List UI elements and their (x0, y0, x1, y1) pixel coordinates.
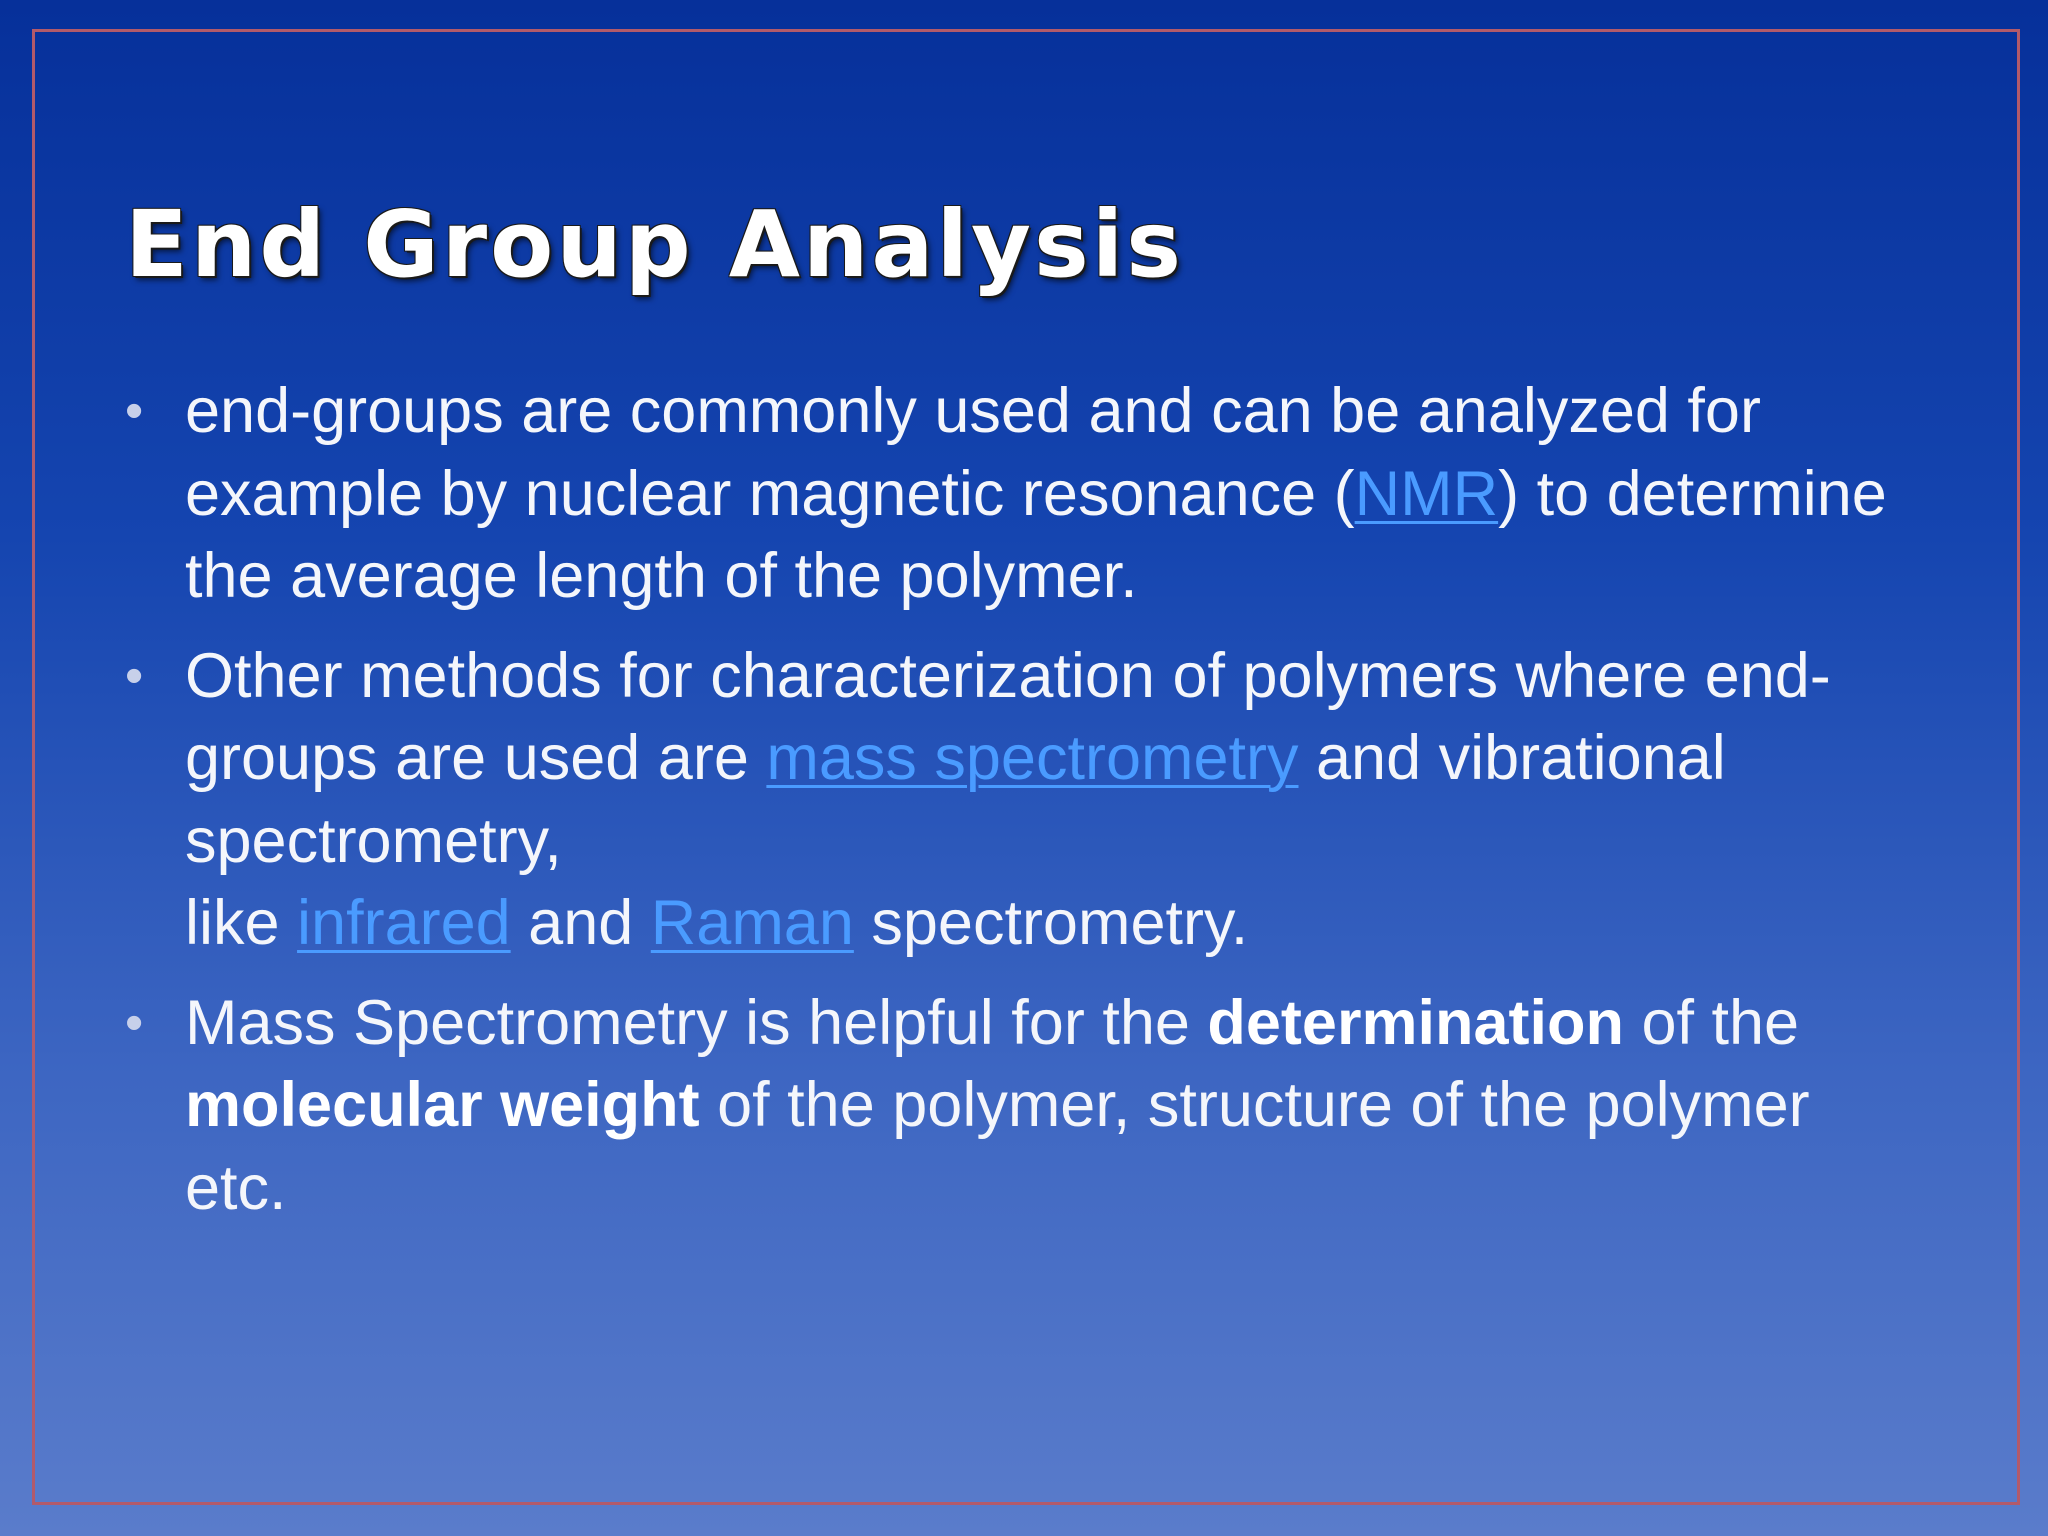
bold-term-molecular-weight: molecular weight (185, 1070, 700, 1140)
bullet-item-other-methods (125, 635, 1925, 965)
bullet-item-nmr (125, 370, 1925, 618)
bold-term-determination: determination (1207, 987, 1624, 1058)
slide-title: End Group Analysis (125, 191, 1185, 298)
bullet-text: Other methods for characterization of polymers where end-groups are used are (185, 640, 1831, 793)
bullet-text: Mass Spectrometry is helpful for the (185, 987, 1208, 1058)
bullet-list (125, 370, 1925, 1246)
bullet-text: of the (1623, 987, 1800, 1058)
bullet-text: and vibrational spectrometry, (185, 723, 1726, 876)
nmr-link[interactable]: NMR (1354, 458, 1499, 529)
bullet-text: like (185, 888, 298, 958)
bullet-text: spectrometry. (853, 888, 1249, 958)
bullet-text: end-groups are commonly used and can be analyzed for example by nuclear magnetic resonance ( (185, 376, 1761, 529)
bullet-text: of the polymer, structure of the polymer etc. (185, 1070, 1810, 1223)
mass-spectrometry-link[interactable]: mass spectrometry (766, 723, 1299, 793)
raman-link[interactable]: Raman (650, 888, 854, 958)
bullet-text: ) to determine the average length of the polymer. (185, 458, 1887, 611)
bullet-marker: • (125, 382, 144, 440)
bullet-text: and (510, 888, 651, 958)
bullet-marker: • (125, 993, 144, 1052)
bullet-item-mass-spectrometry (125, 982, 1925, 1230)
infrared-link[interactable]: infrared (297, 888, 511, 958)
bullet-marker: • (125, 646, 144, 705)
